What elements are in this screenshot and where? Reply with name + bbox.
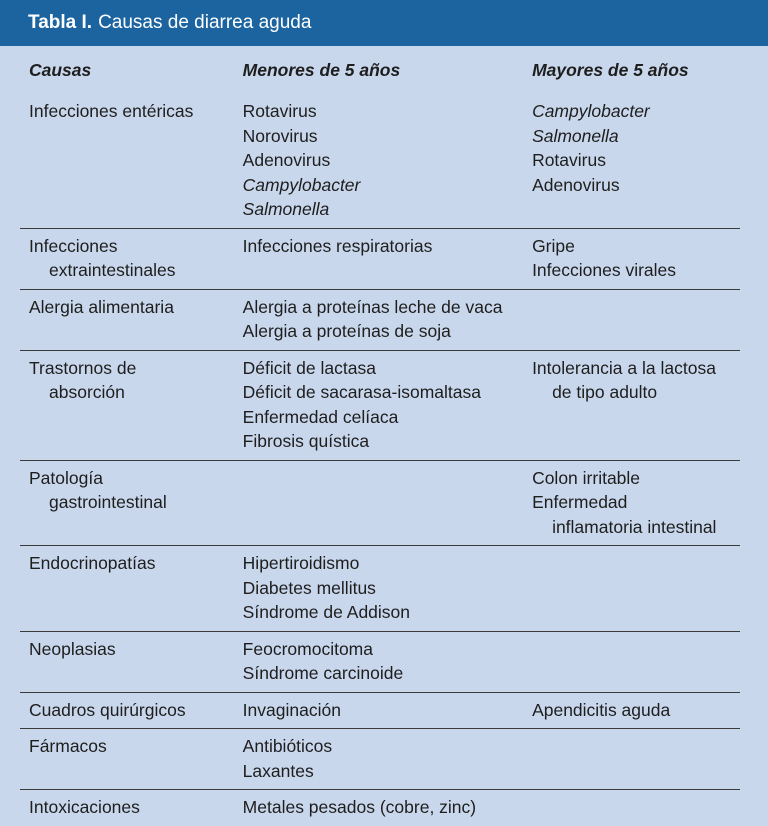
cell-line: Feocromocitoma [242, 638, 373, 659]
cell-line: Rotavirus [532, 150, 606, 170]
cell-line: Infecciones virales [532, 260, 677, 280]
cell-cause [20, 460, 243, 546]
cell-line: Salmonella [532, 125, 619, 146]
cell-under5 [243, 692, 532, 729]
cell-line: Colon irritable [532, 467, 641, 488]
cell-line: Adenovirus [532, 174, 620, 195]
cell-line: Infecciones [29, 235, 118, 256]
cell-over5 [532, 631, 740, 692]
table-row [20, 460, 740, 546]
header-row [20, 46, 740, 94]
table-row [20, 692, 740, 729]
cell-line: Enfermedad celíaca [242, 406, 399, 427]
cell-line: Laxantes [242, 760, 314, 781]
header-menores: Menores de 5 años [242, 60, 401, 80]
cell-line: Fármacos [29, 736, 107, 756]
header-causas: Causas [29, 60, 92, 80]
cell-over5 [532, 289, 740, 350]
header-mayores: Mayores de 5 años [532, 60, 689, 80]
cell-line: Antibióticos [242, 736, 333, 756]
table-row [20, 790, 740, 826]
cell-line: Diabetes mellitus [242, 577, 376, 598]
cell-line: Hipertiroidismo [242, 553, 360, 573]
cell-cause [20, 350, 243, 460]
cell-line: Enfermedad [532, 492, 628, 512]
cell-line: Apendicitis aguda [532, 699, 671, 720]
cell-line: Infecciones entéricas [29, 101, 194, 121]
table-label: Tabla I. [28, 12, 93, 33]
cell-cause [20, 790, 243, 826]
table-row [20, 228, 740, 289]
cell-line: gastrointestinal [49, 492, 167, 512]
cell-line: Endocrinopatías [29, 553, 156, 573]
table-title-text: Causas de diarrea aguda [98, 12, 312, 33]
cell-over5 [532, 729, 740, 790]
cell-under5 [243, 790, 532, 826]
cell-line: Intolerancia a la lactosa [532, 357, 716, 378]
table-row [20, 94, 740, 228]
cell-line: Déficit de sacarasa-isomaltasa [242, 382, 481, 402]
cell-cause [20, 289, 243, 350]
cell-cause [20, 692, 243, 729]
cell-line: Adenovirus [242, 150, 331, 170]
table-row [20, 631, 740, 692]
cell-cause [20, 631, 243, 692]
cell-line: Salmonella [242, 199, 330, 219]
cell-under5 [243, 460, 532, 546]
cell-line: Infecciones respiratorias [242, 235, 433, 256]
cell-line: Campylobacter [532, 101, 650, 121]
cell-over5 [532, 546, 740, 632]
cell-under5 [243, 631, 532, 692]
cell-cause [20, 729, 243, 790]
cell-line: Cuadros quirúrgicos [29, 699, 186, 720]
cell-over5 [532, 692, 740, 729]
cell-line: de tipo adulto [552, 382, 658, 402]
cell-over5 [532, 790, 740, 826]
table-row [20, 546, 740, 632]
cell-under5 [243, 94, 532, 228]
cell-under5 [243, 289, 532, 350]
cell-line: Alergia alimentaria [29, 296, 174, 317]
cell-line: Intoxicaciones [29, 797, 140, 817]
cell-cause [20, 546, 243, 632]
cell-line: Fibrosis quística [242, 431, 370, 451]
cell-cause [20, 228, 243, 289]
cell-line: extraintestinales [49, 260, 176, 280]
cell-over5 [532, 94, 740, 228]
cell-line: Metales pesados (cobre, zinc) [242, 797, 477, 817]
cell-line: Trastornos de [29, 357, 137, 378]
cell-line: Gripe [532, 235, 575, 256]
table-title [0, 0, 768, 46]
cell-under5 [243, 350, 532, 460]
cell-line: Neoplasias [29, 638, 116, 659]
cell-cause [20, 94, 243, 228]
cell-line: absorción [49, 382, 125, 402]
cell-under5 [243, 729, 532, 790]
table-row [20, 350, 740, 460]
table-row [20, 729, 740, 790]
cell-line: Campylobacter [242, 174, 361, 195]
cell-under5 [243, 546, 532, 632]
cell-line: Rotavirus [242, 101, 317, 121]
cell-line: Norovirus [242, 125, 318, 146]
cell-over5 [532, 228, 740, 289]
cell-line: Síndrome de Addison [242, 602, 411, 622]
causes-table [20, 46, 740, 826]
cell-over5 [532, 460, 740, 546]
cell-line: Déficit de lactasa [242, 357, 376, 378]
table-body [20, 94, 740, 826]
cell-line: Alergia a proteínas leche de vaca [242, 296, 503, 317]
cell-over5 [532, 350, 740, 460]
cell-line: inflamatoria intestinal [552, 516, 717, 537]
cell-line: Síndrome carcinoide [242, 663, 404, 683]
cell-line: Patología [29, 467, 103, 488]
cell-line: Alergia a proteínas de soja [242, 321, 451, 341]
cell-under5 [243, 228, 532, 289]
table-row [20, 289, 740, 350]
cell-line: Invaginación [242, 699, 341, 720]
